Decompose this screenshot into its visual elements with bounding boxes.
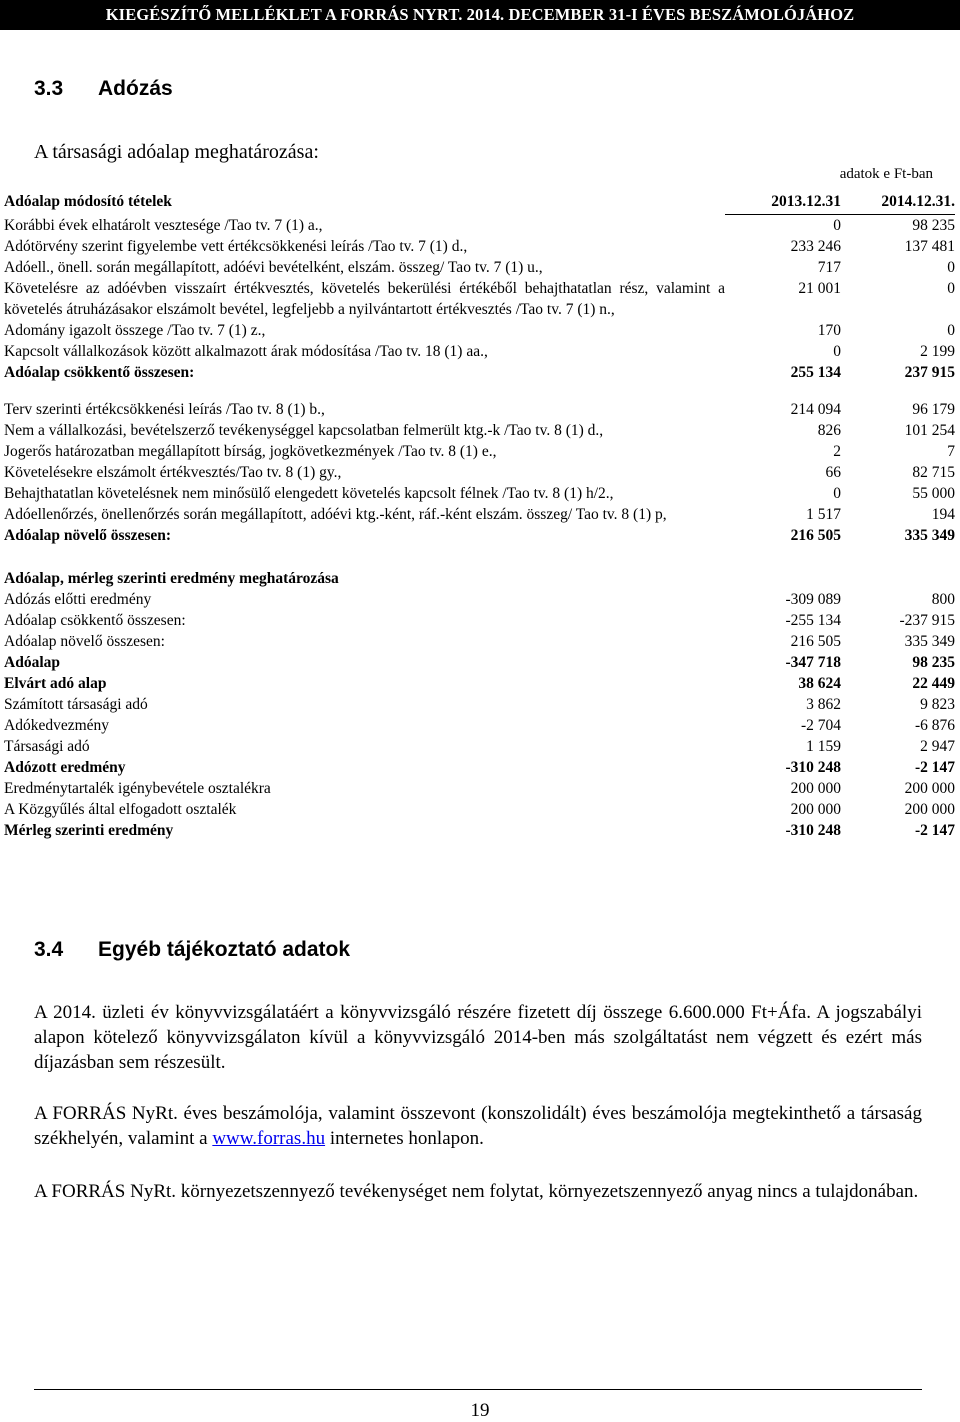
row-label: Társasági adó bbox=[4, 738, 90, 755]
result-row bbox=[4, 589, 955, 610]
value-2013: 170 bbox=[817, 322, 841, 339]
row-label: Korábbi évek elhatárolt vesztesége /Tao tv. 7 (1) a., bbox=[4, 216, 323, 234]
table-row bbox=[4, 278, 955, 320]
row-label: Adóell., önell. során megállapított, adóévi bevételként, elszám. összeg/ Tao tv. 7 (1) u., bbox=[4, 259, 543, 276]
value-2014: 237 915 bbox=[904, 364, 955, 381]
value-2013: 717 bbox=[817, 259, 841, 276]
row-label: Adóalap növelő összesen: bbox=[4, 633, 165, 650]
value-2014: 0 bbox=[947, 280, 955, 297]
audit-fee-paragraph: A 2014. üzleti év könyvvizsgálatáért a könyvvizsgáló részére fizetett díj összege 6.600.000 Ft+Áfa. A jogszabályi alapon kötelező könyvvizsgálaton kívül a könyvvizsgáló 2014-ben más szolgáltatást nem végzett és ezért más díjazásban sem részesült. bbox=[34, 1002, 922, 1073]
row-label: Adókedvezmény bbox=[4, 717, 110, 734]
result-row bbox=[4, 610, 955, 631]
page-number: 19 bbox=[470, 1400, 490, 1421]
row-label: Eredménytartalék igénybevétele osztalékra bbox=[4, 780, 271, 797]
result-row bbox=[4, 778, 955, 799]
value-2014: 200 000 bbox=[904, 780, 955, 797]
value-2014: 9 823 bbox=[920, 696, 955, 713]
table-row bbox=[4, 257, 955, 278]
row-label: Adózott eredmény bbox=[4, 759, 126, 776]
row-label: A Közgyűlés által elfogadott osztalék bbox=[4, 801, 237, 818]
value-2013: -309 089 bbox=[785, 591, 841, 608]
environment-paragraph: A FORRÁS NyRt. környezetszennyező tevékenységet nem folytat, környezetszennyező anyag nincs a tulajdonában. bbox=[34, 1181, 919, 1202]
row-label: Mérleg szerinti eredmény bbox=[4, 822, 174, 839]
section-title: Egyéb tájékoztató adatok bbox=[98, 938, 351, 961]
row-label: Követelésekre elszámolt értékvesztés/Tao tv. 8 (1) gy., bbox=[4, 464, 342, 481]
value-2013: -255 134 bbox=[785, 612, 841, 629]
value-2013: 38 624 bbox=[798, 675, 841, 692]
value-2013: 21 001 bbox=[798, 280, 841, 297]
value-2013: 216 505 bbox=[790, 527, 841, 544]
table-row bbox=[4, 504, 955, 525]
row-label: Adótörvény szerint figyelembe vett értékcsökkenési leírás /Tao tv. 7 (1) d., bbox=[4, 238, 468, 255]
website-link[interactable]: www.forras.hu bbox=[212, 1128, 326, 1149]
result-row bbox=[4, 631, 955, 652]
result-row bbox=[4, 799, 955, 820]
value-2013: -347 718 bbox=[785, 654, 841, 671]
value-2014: 7 bbox=[947, 443, 955, 460]
value-2014: 200 000 bbox=[904, 801, 955, 818]
spacer-cell bbox=[4, 383, 955, 399]
value-2013: -310 248 bbox=[785, 822, 841, 839]
value-2014: 82 715 bbox=[912, 464, 955, 481]
table-row bbox=[4, 236, 955, 257]
units-note: adatok e Ft-ban bbox=[839, 166, 933, 182]
result-heading-row bbox=[4, 568, 955, 589]
value-2014: 98 235 bbox=[912, 654, 955, 671]
row-label: Adóellenőrzés, önellenőrzés során megállapított, adóévi ktg.-ként, ráf.-ként elszám. összeg/ Tao tv. 8 (1) p, bbox=[4, 506, 667, 523]
row-label: Behajthatatlan követelésnek nem minősülő elengedett követelés kapcsolt félnek /Tao tv. 8 (1) h/2., bbox=[4, 485, 614, 502]
report-availability-paragraph bbox=[34, 1101, 922, 1151]
value-2013: 200 000 bbox=[790, 780, 841, 797]
page-header bbox=[0, 0, 960, 30]
table-row bbox=[4, 215, 955, 237]
value-2014: -2 147 bbox=[914, 759, 955, 776]
row-label: Jogerős határozatban megállapított bírság, jogkövetkezmények /Tao tv. 8 (1) e., bbox=[4, 443, 497, 460]
result-row bbox=[4, 715, 955, 736]
table-row bbox=[4, 462, 955, 483]
tax-base-table bbox=[4, 191, 955, 841]
row-label: Követelésre az adóévben visszaírt értékvesztés, követelés bekerülési értékéből behajthatatlan rész, valamint a követelés átruházásakor elszámolt bevétel, legfeljebb a nyilvántartott értékvesztés /Tao tv. 7 (1) n., bbox=[4, 280, 725, 318]
value-2013: 233 246 bbox=[790, 238, 841, 255]
value-2014: 98 235 bbox=[912, 217, 955, 234]
value-2013: 3 862 bbox=[806, 696, 841, 713]
section-number: 3.4 bbox=[34, 938, 64, 961]
section-heading-3-3 bbox=[34, 77, 173, 101]
spacer-row bbox=[4, 546, 955, 568]
value-2013: 0 bbox=[833, 343, 841, 360]
value-2013: 66 bbox=[825, 464, 841, 481]
section-title: Adózás bbox=[98, 77, 173, 100]
value-2013: 1 517 bbox=[806, 506, 841, 523]
row-label: Elvárt adó alap bbox=[4, 675, 107, 692]
value-2014: 2 947 bbox=[920, 738, 955, 755]
value-2014: 101 254 bbox=[904, 422, 955, 439]
value-2013: 2 bbox=[833, 443, 841, 460]
row-label: Nem a vállalkozási, bevételszerző tevékenységgel kapcsolatban felmerült ktg.-k /Tao tv. 8 (1) d., bbox=[4, 422, 604, 439]
value-2014: 55 000 bbox=[912, 485, 955, 502]
table-row bbox=[4, 420, 955, 441]
tax-base-subtitle: A társasági adóalap meghatározása: bbox=[34, 141, 319, 163]
value-2013: 826 bbox=[817, 422, 841, 439]
value-2013: 0 bbox=[833, 217, 841, 234]
row-label: Adóalap bbox=[4, 654, 60, 671]
result-row bbox=[4, 694, 955, 715]
row-label: Adomány igazolt összege /Tao tv. 7 (1) z., bbox=[4, 322, 266, 339]
value-2014: 0 bbox=[947, 259, 955, 276]
value-2013: 200 000 bbox=[790, 801, 841, 818]
value-2014: -2 147 bbox=[914, 822, 955, 839]
row-label: Kapcsolt vállalkozások között alkalmazott árak módosítása /Tao tv. 18 (1) aa., bbox=[4, 343, 488, 360]
value-2013: 216 505 bbox=[790, 633, 841, 650]
value-2014: 22 449 bbox=[912, 675, 955, 692]
header-label: Adóalap módosító tételek bbox=[4, 193, 172, 210]
section-heading-3-4 bbox=[34, 938, 350, 962]
spacer-cell bbox=[4, 546, 955, 568]
value-2014: 2 199 bbox=[920, 343, 955, 360]
result-row bbox=[4, 736, 955, 757]
value-2013: -2 704 bbox=[800, 717, 841, 734]
decreasing-total-row bbox=[4, 362, 955, 383]
result-row bbox=[4, 820, 955, 841]
value-2014: 194 bbox=[931, 506, 955, 523]
value-2014: -237 915 bbox=[899, 612, 955, 629]
table-row bbox=[4, 441, 955, 462]
row-label: Adóalap csökkentő összesen: bbox=[4, 612, 186, 629]
row-label: Adóalap csökkentő összesen: bbox=[4, 364, 195, 381]
value-2014: 335 349 bbox=[904, 633, 955, 650]
header-col-2014: 2014.12.31. bbox=[841, 191, 955, 215]
value-2014: -6 876 bbox=[914, 717, 955, 734]
table-row bbox=[4, 341, 955, 362]
row-label: Adóalap, mérleg szerinti eredmény meghatározása bbox=[4, 570, 339, 587]
result-row bbox=[4, 652, 955, 673]
value-2014: 800 bbox=[931, 591, 955, 608]
table-header-row bbox=[4, 191, 955, 215]
value-2014: 137 481 bbox=[904, 238, 955, 255]
value-2013: 255 134 bbox=[790, 364, 841, 381]
paragraph-text: A FORRÁS NyRt. éves beszámolója, valamint összevont (konszolidált) éves beszámolója megtekinthető a társaság székhelyén, valamint a bbox=[34, 1103, 922, 1149]
increasing-total-row bbox=[4, 525, 955, 546]
header-col-2013: 2013.12.31 bbox=[725, 191, 841, 215]
paragraph-text: internetes honlapon. bbox=[325, 1128, 484, 1149]
value-2014: 0 bbox=[947, 322, 955, 339]
table-row bbox=[4, 483, 955, 504]
header-title: KIEGÉSZÍTŐ MELLÉKLET A FORRÁS NYRT. 2014. DECEMBER 31-I ÉVES BESZÁMOLÓJÁHOZ bbox=[105, 5, 855, 24]
value-2014: 96 179 bbox=[912, 401, 955, 418]
result-row bbox=[4, 757, 955, 778]
row-label: Számított társasági adó bbox=[4, 696, 148, 713]
value-2013: 1 159 bbox=[806, 738, 841, 755]
row-label: Adóalap növelő összesen: bbox=[4, 527, 172, 544]
table-row bbox=[4, 399, 955, 420]
spacer-row bbox=[4, 383, 955, 399]
value-2014: 335 349 bbox=[904, 527, 955, 544]
row-label: Terv szerinti értékcsökkenési leírás /Tao tv. 8 (1) b., bbox=[4, 401, 325, 418]
result-row bbox=[4, 673, 955, 694]
row-label: Adózás előtti eredmény bbox=[4, 591, 152, 608]
table-row bbox=[4, 320, 955, 341]
value-2013: 0 bbox=[833, 485, 841, 502]
footer-divider bbox=[34, 1389, 922, 1390]
value-2013: 214 094 bbox=[790, 401, 841, 418]
value-2013: -310 248 bbox=[785, 759, 841, 776]
section-number: 3.3 bbox=[34, 77, 64, 100]
